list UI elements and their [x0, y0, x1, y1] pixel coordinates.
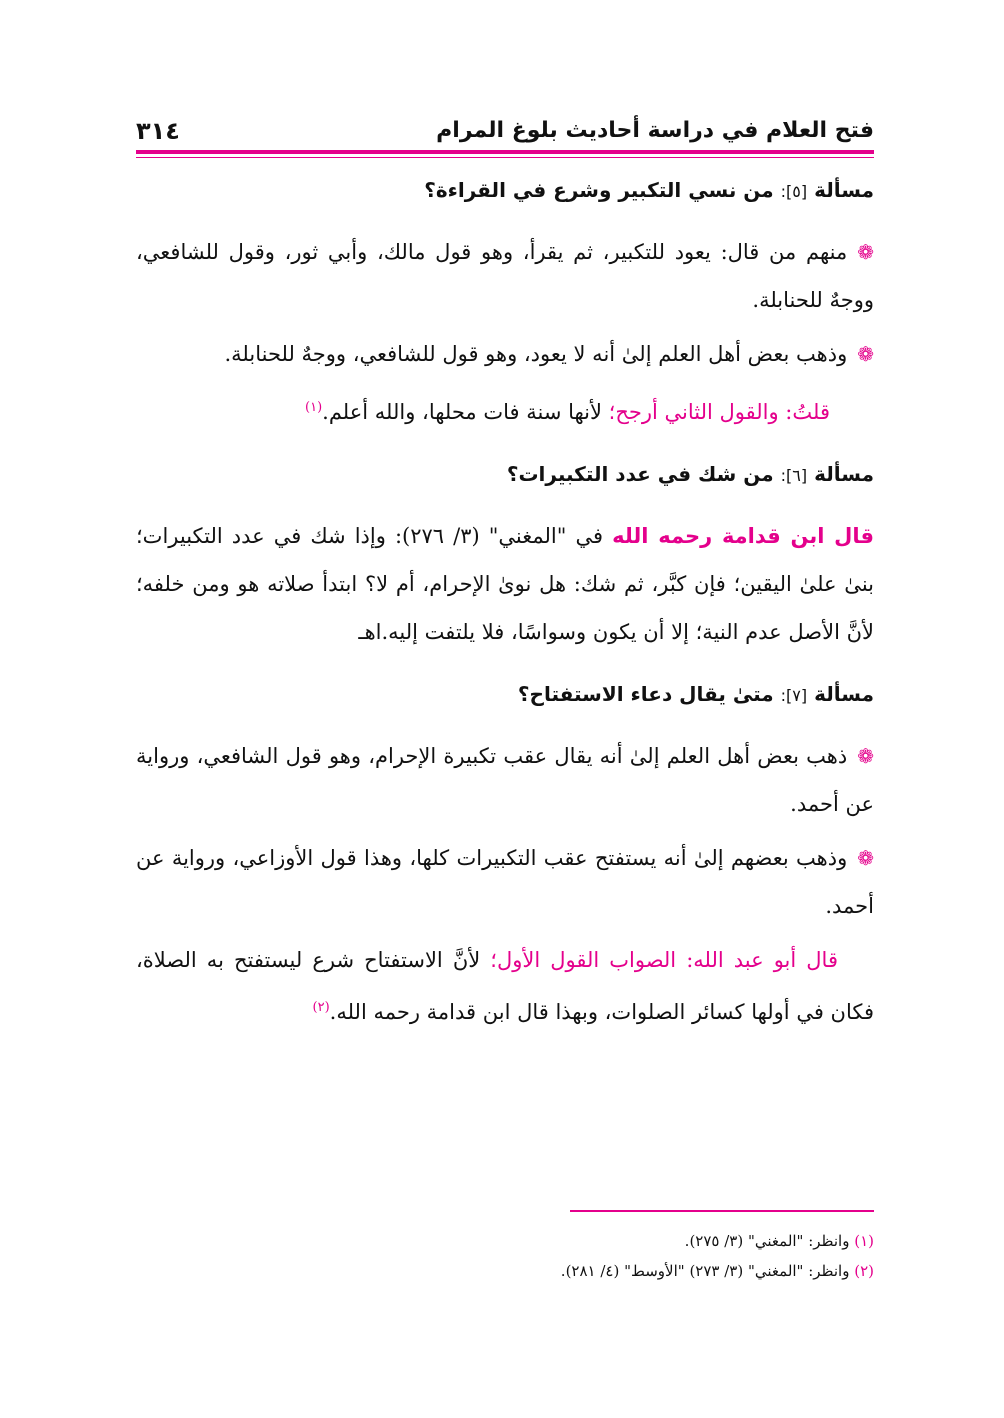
header-rule-thin: [136, 157, 874, 158]
issue-title: من شك في عدد التكبيرات؟: [506, 462, 774, 486]
paragraph: قلتُ: والقول الثاني أرجح؛ لأنها سنة فات محلها، والله أعلم.$^{(١)}$: [305, 400, 830, 424]
issue-title: من نسي التكبير وشرع في القراءة؟: [424, 178, 774, 202]
quoted-scholar: قال ابن قدامة رحمه الله: [612, 524, 874, 548]
paragraph: قال أبو عبد الله: الصواب القول الأول؛ لأنَّ الاستفتاح شرع ليستفتح به الصلاة، فكان في أولها كسائر الصلوات، وبهذا قال ابن قدامة رحمه الله.$^{(٢)}$: [136, 948, 874, 1024]
header-rule-thick: [136, 150, 874, 154]
issue-heading: مسألة [٦]: من شك في عدد التكبيرات؟: [506, 462, 874, 486]
author-opinion: قلتُ: والقول الثاني أرجح؛: [608, 400, 830, 424]
flower-bullet-icon: ❁: [857, 240, 874, 264]
page-header: [136, 112, 874, 146]
footnote-ref: (٢): [312, 1000, 330, 1015]
footnote-separator: [570, 1210, 874, 1212]
flower-bullet-icon: ❁: [857, 846, 874, 870]
footnote: (١) وانظر: "المغني" (٣/ ٢٧٥).: [684, 1232, 874, 1250]
flower-bullet-icon: ❁: [857, 342, 874, 366]
issue-heading: مسألة [٧]: متىٰ يقال دعاء الاستفتاح؟: [517, 682, 874, 706]
author-opinion: قال أبو عبد الله: الصواب القول الأول؛: [490, 948, 838, 972]
paragraph: ❁ذهب بعض أهل العلم إلىٰ أنه يقال عقب تكبيرة الإحرام، وهو قول الشافعي، ورواية عن أحمد.: [136, 744, 874, 816]
page-number: ٣١٤: [136, 117, 180, 145]
flower-bullet-icon: ❁: [857, 744, 874, 768]
issue-heading: مسألة [٥]: من نسي التكبير وشرع في القراءة؟: [424, 178, 874, 202]
paragraph: قال ابن قدامة رحمه الله في "المغني" (٣/ ٢٧٦): وإذا شك في عدد التكبيرات؛ بنىٰ علىٰ اليقين؛ فإن كبَّر، ثم شك: هل نوىٰ الإحرام، أم لا؟ ابتدأ صلاته هو ومن خلفه؛ لأنَّ الأصل عدم النية؛ إلا أن يكون وسواسًا، فلا يلتفت إليه.اهـ: [136, 524, 874, 644]
book-title: فتح العلام في دراسة أحاديث بلوغ المرام: [436, 118, 874, 143]
paragraph: ❁وذهب بعضهم إلىٰ أنه يستفتح عقب التكبيرات كلها، وهذا قول الأوزاعي، ورواية عن أحمد.: [136, 846, 874, 918]
footnote: (٢) وانظر: "المغني" (٣/ ٢٧٣) "الأوسط" (٤/ ٢٨١).: [560, 1262, 874, 1280]
page-body: [136, 172, 874, 1042]
paragraph: ❁منهم من قال: يعود للتكبير، ثم يقرأ، وهو قول مالك، وأبي ثور، وقول للشافعي، ووجهٌ للحنابلة.: [136, 240, 874, 312]
footnote-ref: (١): [305, 400, 323, 415]
footnotes: [136, 1226, 874, 1286]
paragraph: ❁وذهب بعض أهل العلم إلىٰ أنه لا يعود، وهو قول للشافعي، ووجهٌ للحنابلة.: [224, 342, 874, 366]
issue-title: متىٰ يقال دعاء الاستفتاح؟: [517, 682, 774, 706]
